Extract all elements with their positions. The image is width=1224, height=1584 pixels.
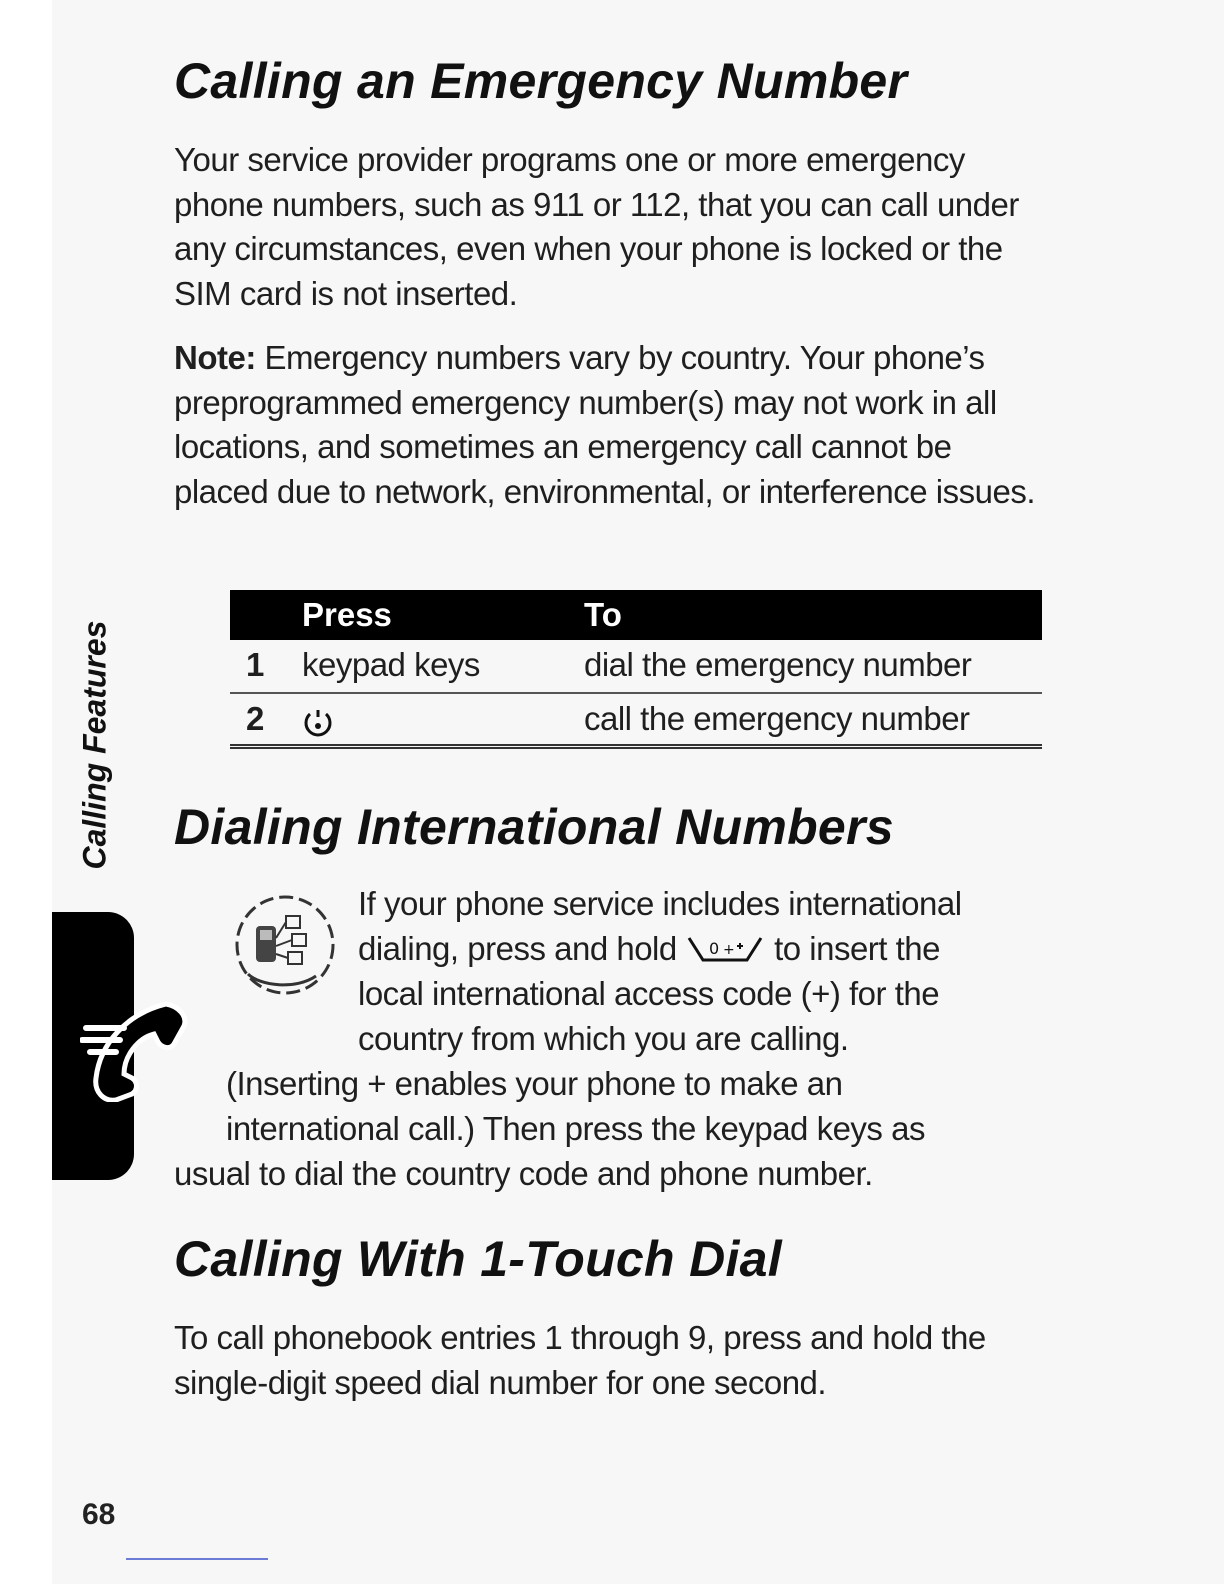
network-dependent-feature-icon <box>226 886 344 1004</box>
heading-onetouch: Calling With 1-Touch Dial <box>174 1231 782 1287</box>
table-header <box>230 590 1042 640</box>
section-side-label: Calling Features <box>76 620 113 870</box>
intl-text-segment: to insert the <box>765 930 941 967</box>
intl-text-line: local international access code (+) for the <box>358 975 940 1012</box>
note-label: Note: <box>174 339 256 376</box>
onetouch-text: To call phonebook entries 1 through 9, press and hold the single-digit speed dial number for one second. <box>174 1319 986 1401</box>
keypress-table <box>230 590 1042 749</box>
note-text: Emergency numbers vary by country. Your phone’s preprogrammed emergency number(s) may not work in all locations, and sometimes an emergency call cannot be placed due to network, environmental, or interference issues. <box>174 339 1035 510</box>
heading-emergency: Calling an Emergency Number <box>174 53 908 109</box>
svg-text:0: 0 <box>709 939 720 958</box>
emergency-note <box>174 336 1044 514</box>
left-margin <box>0 0 52 1584</box>
send-key-icon <box>302 708 334 740</box>
step-number: 1 <box>246 646 264 683</box>
page-number: 68 <box>82 1498 116 1531</box>
intl-text-line: international call.) Then press the keypad keys as <box>226 1110 925 1147</box>
emergency-intro: Your service provider programs one or more emergency phone numbers, such as 911 or 112, that you can call under any circumstances, even when your phone is locked or the SIM card is not inserted. <box>174 141 1019 312</box>
phone-handset-icon <box>80 998 192 1102</box>
step-number: 2 <box>246 700 264 737</box>
press-cell: keypad keys <box>302 646 480 683</box>
table-row <box>230 640 1042 694</box>
heading-international: Dialing International Numbers <box>174 799 894 855</box>
table-row <box>230 694 1042 749</box>
to-cell: call the emergency number <box>584 700 970 737</box>
svg-text:+: + <box>723 942 735 958</box>
to-cell: dial the emergency number <box>584 646 972 683</box>
header-press: Press <box>302 596 392 633</box>
intl-text-line: usual to dial the country code and phone number. <box>174 1155 873 1192</box>
intl-text-segment: dialing, press and hold <box>358 930 686 967</box>
intl-text-line: (Inserting + enables your phone to make an <box>226 1065 843 1102</box>
intl-text-line: If your phone service includes international <box>358 885 962 922</box>
header-to: To <box>584 596 622 633</box>
intl-text-line <box>358 927 940 972</box>
zero-key-icon <box>685 932 765 966</box>
bottom-link-underline[interactable] <box>126 1558 268 1560</box>
intl-text-line: country from which you are calling. <box>358 1020 849 1057</box>
